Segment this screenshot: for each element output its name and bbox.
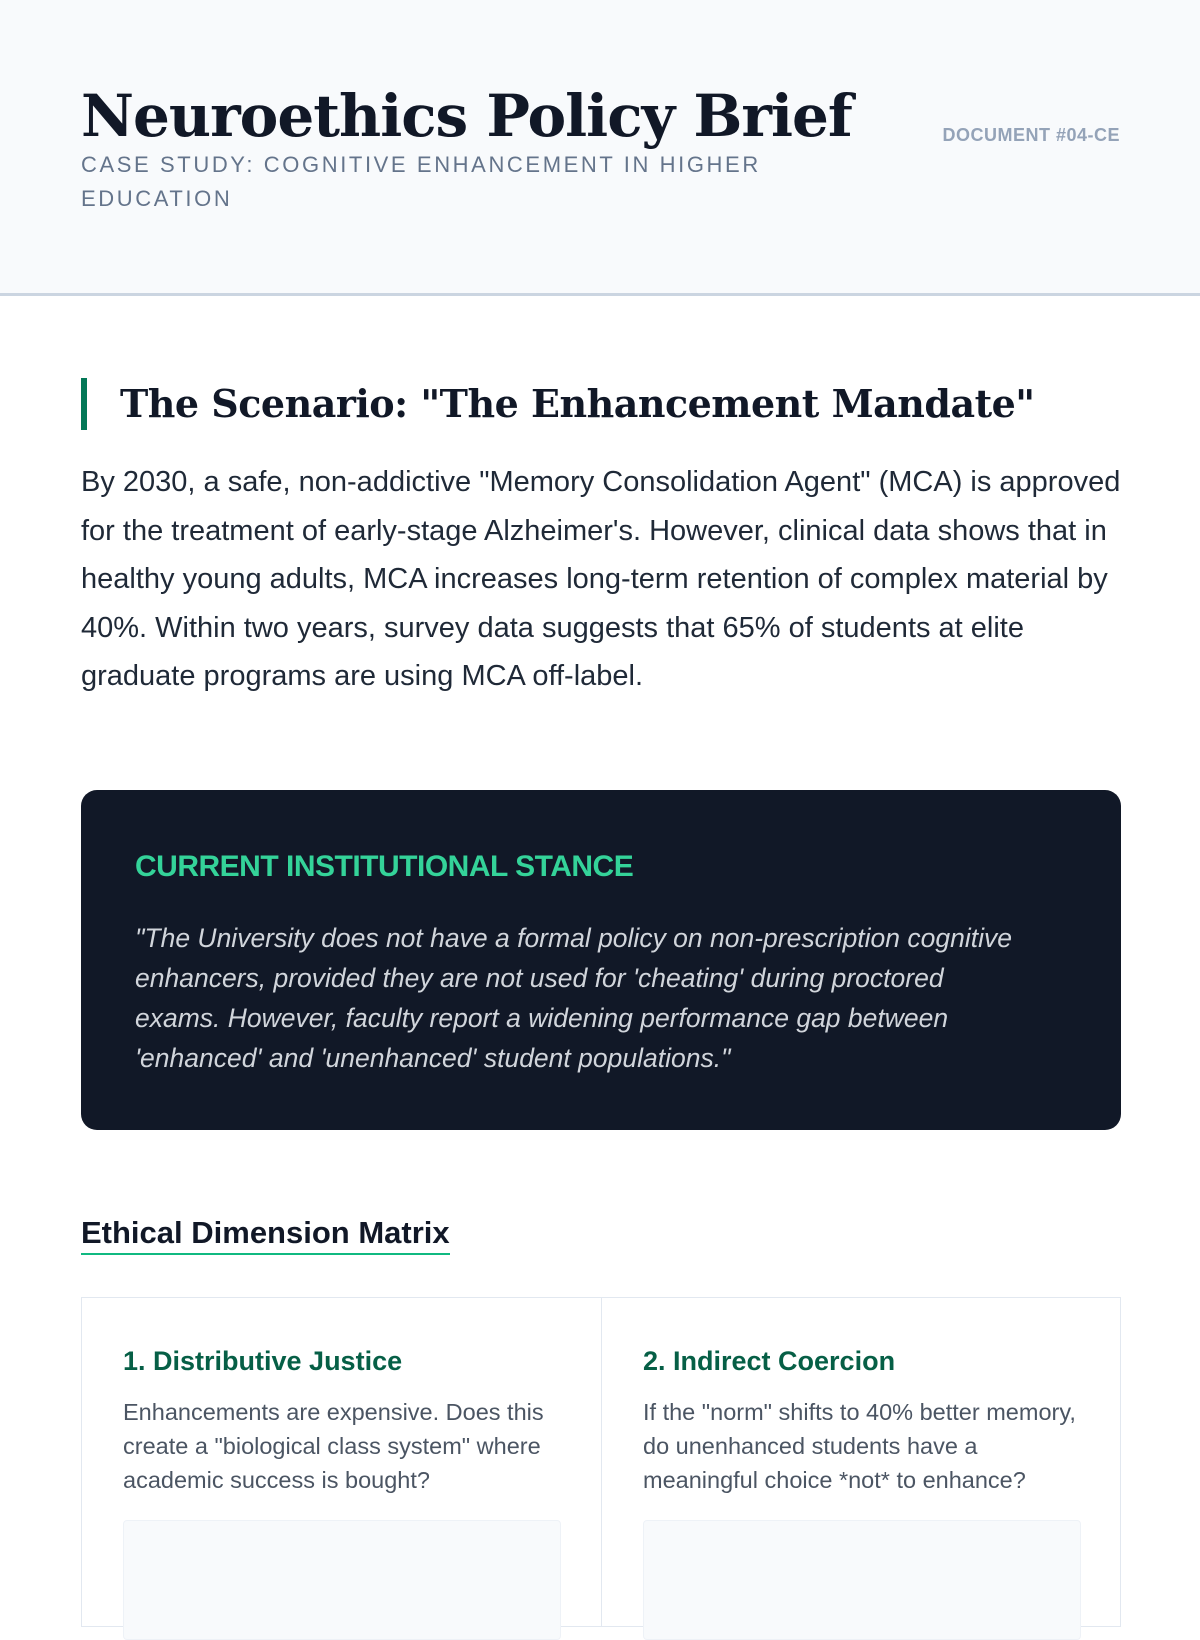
matrix-cell-note-area [123, 1520, 561, 1640]
matrix-cell-note-area [643, 1520, 1081, 1640]
document-number: DOCUMENT #04-CE [942, 125, 1120, 145]
scenario-heading: The Scenario: "The Enhancement Mandate" [81, 378, 1035, 430]
stance-label: CURRENT INSTITUTIONAL STANCE [135, 850, 634, 883]
stance-quote: "The University does not have a formal policy on non-prescription cognitive enhancers, provided they are not used for 'cheating' during proctored exams. However, faculty report a widening performance gap between 'enhanced' and 'unenhanced' student populations." [135, 923, 1012, 1073]
matrix-cell-indirect-coercion [601, 1298, 1120, 1626]
matrix-cell-distributive-justice [82, 1298, 601, 1626]
matrix-cell-title: 2. Indirect Coercion [643, 1346, 896, 1376]
document-title: Neuroethics Policy Brief [81, 82, 852, 150]
matrix-cell-text: If the "norm" shifts to 40% better memory, do unenhanced students have a meaningful choice *not* to enhance? [643, 1399, 1076, 1493]
matrix-cell-text: Enhancements are expensive. Does this create a "biological class system" where academic success is bought? [123, 1399, 544, 1493]
document-subtitle: CASE STUDY: COGNITIVE ENHANCEMENT IN HIGHER EDUCATION [81, 152, 761, 211]
ethical-dimension-matrix [81, 1297, 1121, 1627]
document-header [0, 0, 1200, 296]
matrix-heading: Ethical Dimension Matrix [81, 1215, 450, 1255]
matrix-cell-title: 1. Distributive Justice [123, 1346, 403, 1376]
institutional-stance-box [81, 790, 1121, 1130]
scenario-body: By 2030, a safe, non-addictive "Memory Consolidation Agent" (MCA) is approved for the treatment of early-stage Alzheimer's. However, clinical data shows that in healthy young adults, MCA increases long-term retention of complex material by 40%. Within two years, survey data suggests that 65% of students at elite graduate programs are using MCA off-label. [81, 466, 1121, 692]
